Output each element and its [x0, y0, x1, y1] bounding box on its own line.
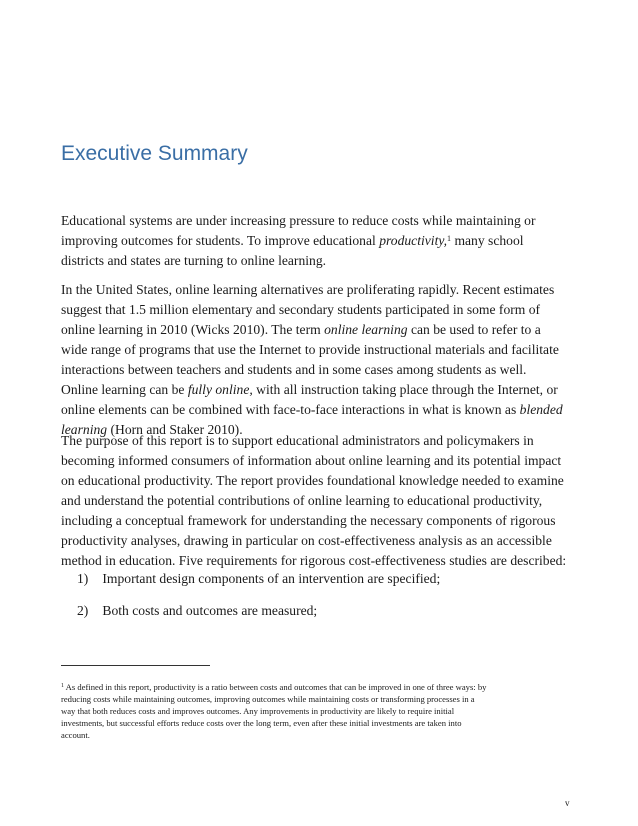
page-title: Executive Summary: [61, 142, 248, 165]
requirement-list-item: [77, 569, 440, 589]
text-run: with all instruction taking place through the Internet, or: [252, 382, 558, 397]
page-number: v: [565, 798, 570, 808]
italic-term: productivity,: [379, 233, 448, 248]
text-run: As defined in this report, productivity is a ratio between costs and outcomes that can be improved in one of three ways: by: [64, 682, 487, 692]
text-run: online learning in 2010 (Wicks 2010). The term: [61, 322, 325, 337]
text-line: The purpose of this report is to support educational administrators and policymakers in: [61, 433, 534, 448]
list-text: Important design components of an intervention are specified;: [102, 571, 441, 586]
text-line: Educational systems are under increasing pressure to reduce costs while maintaining or: [61, 213, 536, 228]
intro-paragraph: [61, 211, 581, 271]
italic-term: fully online,: [187, 382, 253, 397]
text-line: and understand the potential contributions of online learning to educational productivity,: [61, 493, 543, 508]
text-line: becoming informed consumers of information about online learning and its potential impact: [61, 453, 562, 468]
text-line: including a conceptual framework for understanding the necessary components of rigorous: [61, 513, 556, 528]
footnote-line: account.: [61, 730, 90, 741]
text-line: wide range of programs that use the Internet to provide instructional materials and facilitate: [61, 342, 559, 357]
list-text: Both costs and outcomes are measured;: [102, 603, 318, 618]
text-line: [61, 380, 581, 400]
text-line: [61, 400, 581, 420]
footnote-divider: [61, 665, 210, 666]
footnote-line: [61, 681, 581, 693]
footnote-marker: 1: [61, 683, 64, 689]
text-run: Online learning can be: [61, 382, 188, 397]
purpose-paragraph: [61, 431, 581, 571]
list-number: 2): [77, 603, 89, 618]
text-line: on educational productivity. The report provides foundational knowledge needed to examine: [61, 473, 564, 488]
online-learning-paragraph: [61, 280, 581, 440]
text-run: can be used to refer to a: [407, 322, 541, 337]
italic-term: blended: [519, 402, 563, 417]
requirement-list-item: [77, 601, 317, 621]
italic-term: online learning: [324, 322, 408, 337]
footnote-line: reducing costs while maintaining outcomes, improving outcomes while maintaining costs or transforming processes in a: [61, 694, 475, 705]
footnote-reference[interactable]: 1: [447, 234, 452, 243]
list-number: 1): [77, 571, 89, 586]
text-line: districts and states are turning to online learning.: [61, 253, 327, 268]
text-line: interactions between teachers and students and in some cases among students as well.: [61, 362, 527, 377]
text-line: [61, 231, 581, 251]
text-run: online elements can be combined with face-to-face interactions in what is known as: [61, 402, 520, 417]
text-run: (Horn and Staker 2010).: [107, 422, 243, 437]
footnote-line: way that both reduces costs and improves outcomes. Any improvements in productivity are likely to require initial: [61, 706, 455, 717]
italic-term: learning: [61, 422, 108, 437]
text-line: method in education. Five requirements for rigorous cost-effectiveness studies are described:: [61, 553, 567, 568]
text-line: In the United States, online learning alternatives are proliferating rapidly. Recent estimates: [61, 282, 555, 297]
text-run: many school: [451, 233, 524, 248]
footnote: [61, 681, 581, 741]
text-line: [61, 320, 581, 340]
text-line: suggest that 1.5 million elementary and secondary students participated in some form of: [61, 302, 541, 317]
text-run: improving outcomes for students. To improve educational: [61, 233, 380, 248]
text-line: productivity analyses, drawing in particular on cost-effectiveness analysis as an accessible: [61, 533, 552, 548]
footnote-line: investments, but successful efforts reduce costs over the long term, even after these initial investments are taken into: [61, 718, 462, 729]
